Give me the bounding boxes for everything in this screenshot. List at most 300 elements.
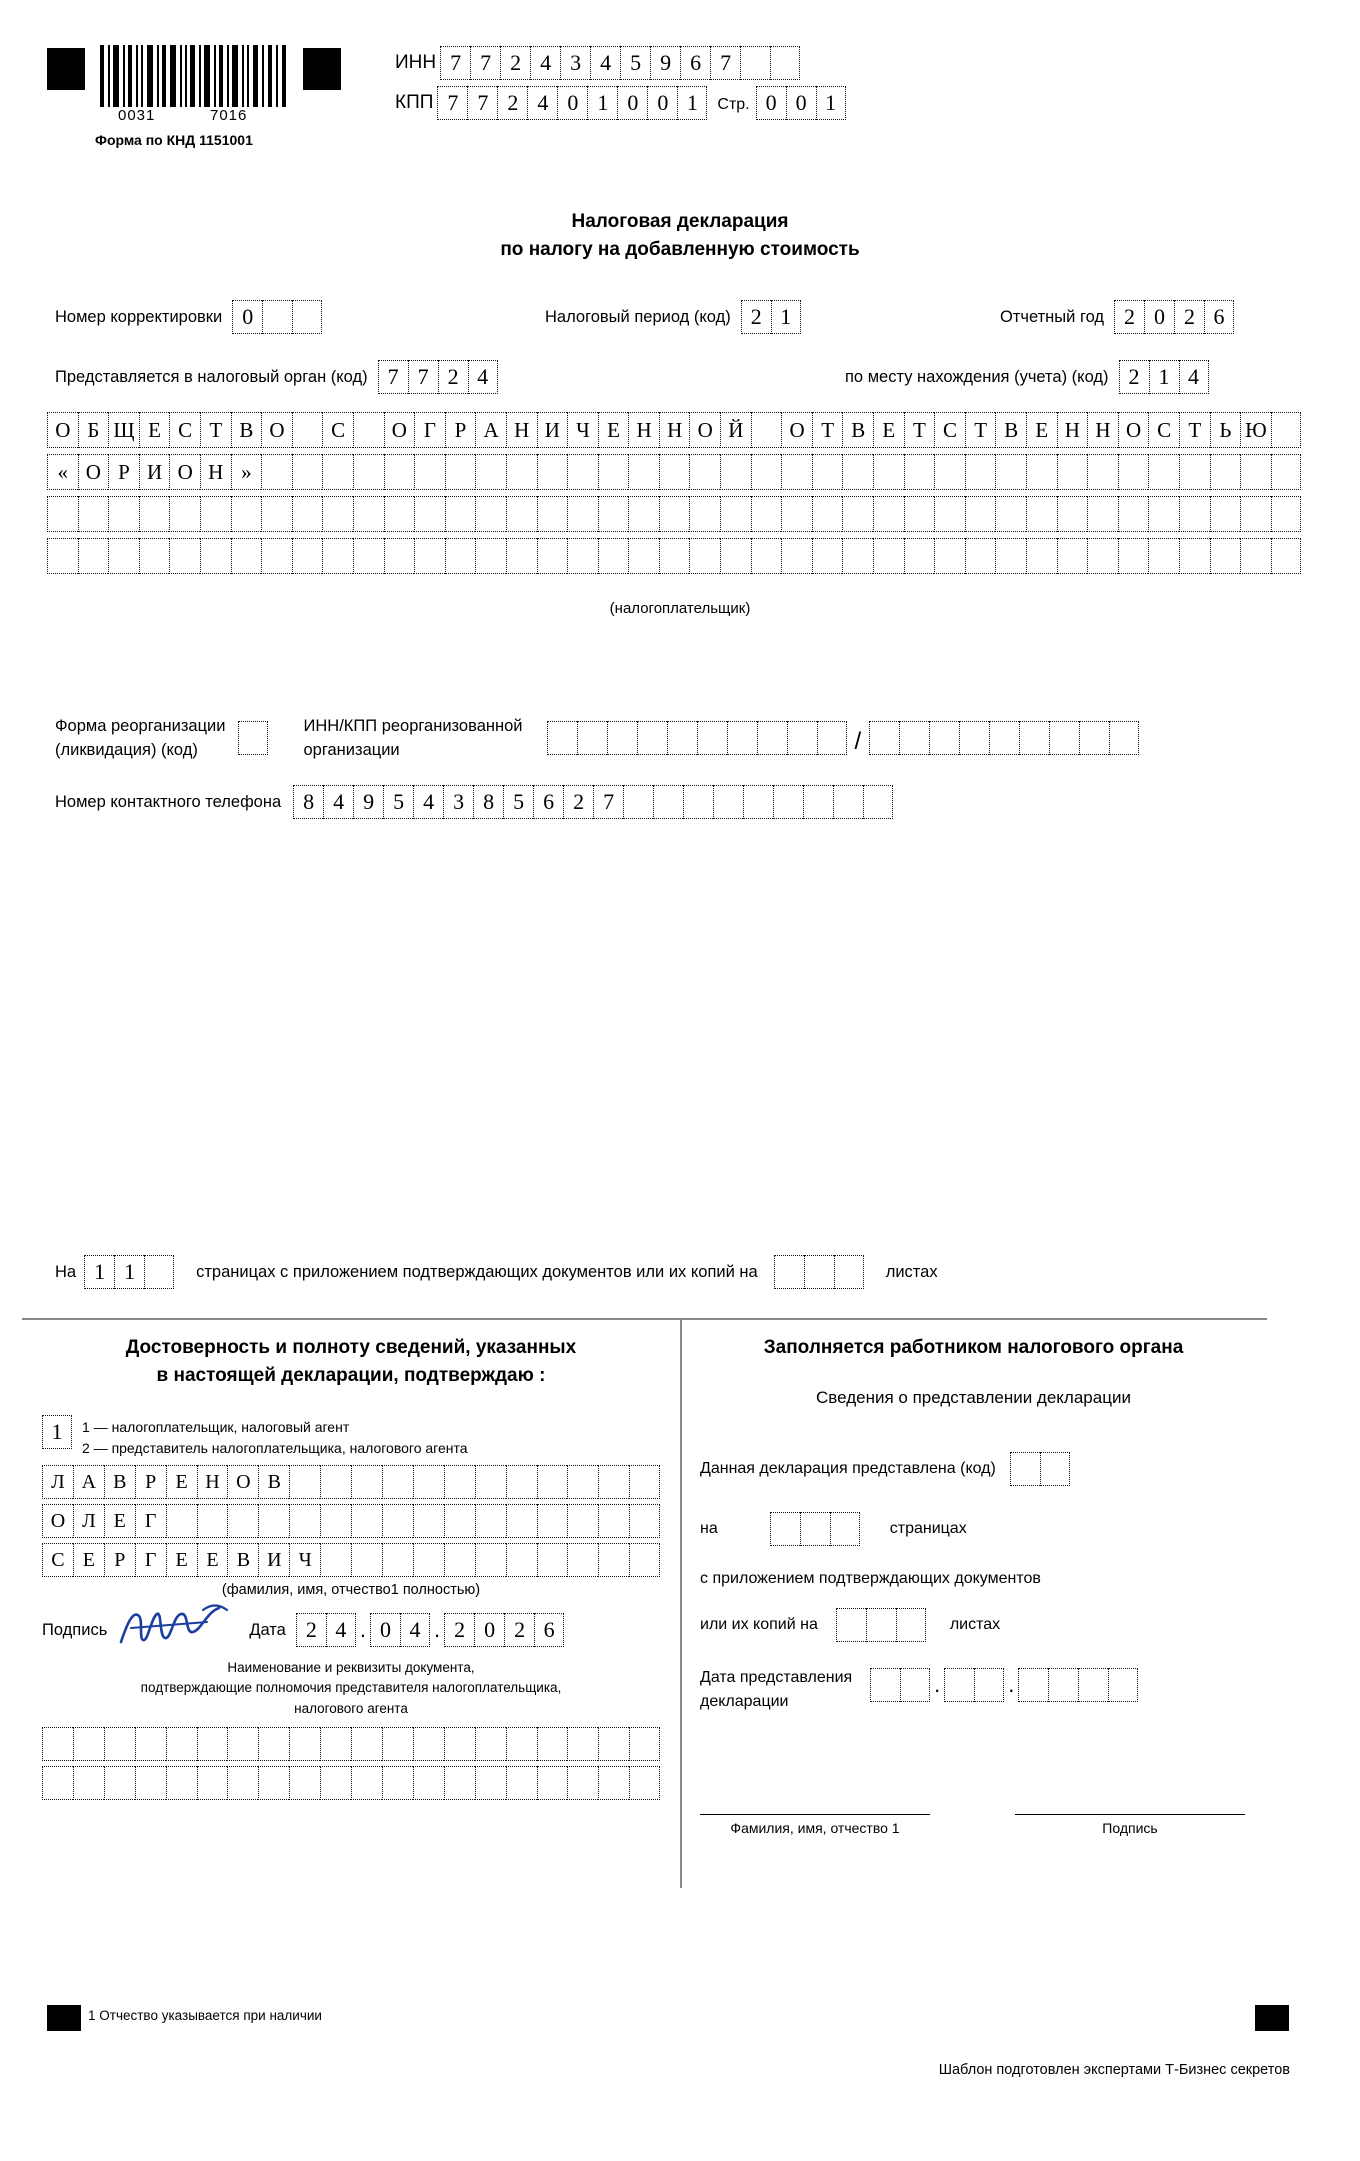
patronymic-cell xyxy=(506,1543,537,1577)
taxpayer-name-cell: О xyxy=(78,454,109,490)
document-cell xyxy=(289,1727,320,1761)
page-cell: 0 xyxy=(786,86,816,120)
page-title xyxy=(0,208,1360,263)
barcode-number-right: 7016 xyxy=(210,107,248,124)
firstname-cell xyxy=(320,1504,351,1538)
document-cell xyxy=(166,1766,197,1800)
official-pages-row xyxy=(700,1512,1247,1546)
taxpayer-name-cell: Т xyxy=(200,412,231,448)
date-year-cell: 2 xyxy=(504,1613,534,1647)
taxpayer-name-cell xyxy=(781,454,812,490)
taxpayer-name-cell xyxy=(659,496,690,532)
document-cell xyxy=(444,1766,475,1800)
official-date-month-input[interactable] xyxy=(944,1668,1004,1702)
taxpayer-name-cell: Т xyxy=(904,412,935,448)
patronymic-cell: Ч xyxy=(289,1543,320,1577)
confirmation-title-line1: Достоверность и полноту сведений, указанных xyxy=(125,1337,577,1358)
taxpayer-name-cell xyxy=(322,454,353,490)
document-cell xyxy=(42,1766,73,1800)
official-date-label-line1: Дата представления xyxy=(700,1668,853,1686)
document-cell xyxy=(598,1766,629,1800)
phone-cell: 2 xyxy=(563,785,593,819)
patronymic-cell xyxy=(598,1543,629,1577)
authority-cell: 4 xyxy=(468,360,498,394)
phone-cell xyxy=(743,785,773,819)
taxpayer-name-cell xyxy=(995,496,1026,532)
phone-cell xyxy=(623,785,653,819)
taxpayer-name-cell: О xyxy=(781,412,812,448)
corner-mark-right-icon xyxy=(303,48,341,90)
patronymic-cell xyxy=(413,1543,444,1577)
document-cell xyxy=(42,1727,73,1761)
surname-cell xyxy=(320,1465,351,1499)
fio-grid[interactable] xyxy=(42,1465,660,1577)
inn-cell: 7 xyxy=(710,46,740,80)
firstname-cell: Л xyxy=(73,1504,104,1538)
firstname-cell xyxy=(475,1504,506,1538)
taxpayer-name-cell xyxy=(231,538,262,574)
page-number-label: Стр. xyxy=(717,96,750,113)
pages-count-input[interactable] xyxy=(84,1255,174,1289)
document-cell xyxy=(227,1766,258,1800)
firstname-cell: Г xyxy=(135,1504,166,1538)
taxpayer-name-cell: Н xyxy=(200,454,231,490)
taxpayer-name-cell xyxy=(445,496,476,532)
phone-cell: 8 xyxy=(473,785,503,819)
inn-cell xyxy=(740,46,770,80)
date-dot-icon: . xyxy=(359,1617,366,1643)
bottom-panels xyxy=(22,1318,1267,1888)
role-selector xyxy=(42,1415,660,1459)
taxpayer-name-cell xyxy=(904,454,935,490)
correction-number-label: Номер корректировки xyxy=(55,307,223,326)
location-cell: 2 xyxy=(1119,360,1149,394)
knd-form-label: Форма по КНД 1151001 xyxy=(95,132,253,148)
inn-cell: 2 xyxy=(500,46,530,80)
signature-date-input[interactable] xyxy=(296,1613,356,1647)
taxpayer-name-cell xyxy=(353,454,384,490)
taxpayer-name-cell xyxy=(78,496,109,532)
tax-period-field xyxy=(545,300,801,334)
date-label: Дата xyxy=(249,1620,286,1639)
reorg-kpp-input[interactable] xyxy=(869,721,1139,755)
date-dot-icon: . xyxy=(433,1617,441,1643)
surname-cell: Е xyxy=(166,1465,197,1499)
taxpayer-name-cell xyxy=(445,454,476,490)
inn-cell: 3 xyxy=(560,46,590,80)
reorg-code-cell xyxy=(238,721,268,755)
firstname-cell xyxy=(166,1504,197,1538)
surname-cell xyxy=(382,1465,413,1499)
taxpayer-name-cell: Т xyxy=(1179,412,1210,448)
slash-separator-icon: / xyxy=(854,727,862,755)
official-date-year-input[interactable] xyxy=(1018,1668,1138,1702)
reorg-form-label xyxy=(55,715,226,763)
patronymic-cell: Р xyxy=(104,1543,135,1577)
role-code-input[interactable] xyxy=(42,1415,72,1449)
taxpayer-name-cell xyxy=(506,454,537,490)
taxpayer-name-cell xyxy=(567,496,598,532)
inn-cell: 4 xyxy=(590,46,620,80)
title-line-1: Налоговая декларация xyxy=(571,211,789,232)
contact-phone-input[interactable] xyxy=(293,785,893,819)
firstname-cell xyxy=(506,1504,537,1538)
page-cell: 1 xyxy=(816,86,846,120)
document-cell xyxy=(506,1766,537,1800)
taxpayer-name-cell xyxy=(1087,538,1118,574)
taxpayer-name-cell: В xyxy=(231,412,262,448)
patronymic-row xyxy=(42,1543,660,1577)
document-cell xyxy=(258,1727,289,1761)
inn-cell: 5 xyxy=(620,46,650,80)
patronymic-cell: В xyxy=(227,1543,258,1577)
document-cell xyxy=(135,1766,166,1800)
corner-mark-bottom-right-icon xyxy=(1255,2005,1289,2031)
taxpayer-name-cell xyxy=(292,496,323,532)
official-on-label: на xyxy=(700,1519,718,1537)
taxpayer-name-cell xyxy=(537,538,568,574)
kpp-cell: 7 xyxy=(467,86,497,120)
fio-caption: (фамилия, имя, отчество1 полностью) xyxy=(221,1582,481,1599)
patronymic-cell xyxy=(351,1543,382,1577)
taxpayer-name-cell: Р xyxy=(445,412,476,448)
signature-label: Подпись xyxy=(42,1620,108,1639)
taxpayer-name-cell: Т xyxy=(812,412,843,448)
taxpayer-name-cell xyxy=(200,496,231,532)
official-date-label xyxy=(700,1666,852,1714)
taxpayer-name-cell xyxy=(934,454,965,490)
taxpayer-name-cell: С xyxy=(934,412,965,448)
document-cell xyxy=(135,1727,166,1761)
taxpayer-name-cell xyxy=(904,538,935,574)
reorg-form-label-line1: Форма реорганизации xyxy=(55,717,226,735)
firstname-row xyxy=(42,1504,660,1538)
taxpayer-name-cell xyxy=(995,454,1026,490)
surname-cell xyxy=(413,1465,444,1499)
taxpayer-name-cell xyxy=(292,538,323,574)
reorg-form-label-line2: (ликвидация) (код) xyxy=(55,740,198,759)
reorg-code-input[interactable] xyxy=(238,721,268,755)
reporting-year-field xyxy=(1000,300,1234,334)
taxpayer-name-cell: Н xyxy=(1087,412,1118,448)
taxpayer-name-cell xyxy=(353,496,384,532)
firstname-cell xyxy=(351,1504,382,1538)
patronymic-cell: С xyxy=(42,1543,73,1577)
taxpayer-name-cell xyxy=(169,496,200,532)
phone-cell: 5 xyxy=(383,785,413,819)
correction-number-field xyxy=(55,300,322,334)
document-cell xyxy=(351,1727,382,1761)
taxpayer-name-cell xyxy=(1240,538,1271,574)
title-line-2: по налогу на добавленную стоимость xyxy=(500,238,860,260)
official-fio-caption: Фамилия, имя, отчество 1 xyxy=(700,1814,930,1836)
date-month-cell: 0 xyxy=(370,1613,400,1647)
year-cell: 2 xyxy=(1174,300,1204,334)
document-cell xyxy=(382,1766,413,1800)
official-copies-input[interactable] xyxy=(836,1608,926,1642)
date-year-cell: 2 xyxy=(444,1613,474,1647)
taxpayer-name-cell xyxy=(1179,496,1210,532)
patronymic-cell xyxy=(567,1543,598,1577)
taxpayer-name-cell xyxy=(200,538,231,574)
taxpayer-name-cell xyxy=(659,454,690,490)
year-cell: 6 xyxy=(1204,300,1234,334)
surname-cell xyxy=(567,1465,598,1499)
document-cell xyxy=(104,1727,135,1761)
signature-field[interactable] xyxy=(115,1612,235,1648)
handwritten-signature-icon xyxy=(115,1598,235,1652)
taxpayer-name-cell xyxy=(169,538,200,574)
correction-cell xyxy=(292,300,322,334)
taxpayer-name-cell xyxy=(812,454,843,490)
location-code-field xyxy=(845,360,1209,394)
reorg-innkpp-label-line2: организации xyxy=(303,740,400,759)
taxpayer-name-cell xyxy=(689,454,720,490)
signature-year-input[interactable] xyxy=(444,1613,564,1647)
pages-cell: 1 xyxy=(84,1255,114,1289)
year-cell: 0 xyxy=(1144,300,1174,334)
kpp-cell: 4 xyxy=(527,86,557,120)
taxpayer-name-cell xyxy=(261,538,292,574)
taxpayer-name-cell xyxy=(842,538,873,574)
document-details-grid[interactable] xyxy=(42,1727,660,1800)
firstname-cell xyxy=(197,1504,228,1538)
taxpayer-name-grid[interactable] xyxy=(47,412,1301,580)
patronymic-cell: Е xyxy=(73,1543,104,1577)
taxpayer-name-cell xyxy=(353,538,384,574)
confirmation-panel xyxy=(22,1320,682,1888)
taxpayer-name-cell: Г xyxy=(414,412,445,448)
surname-cell xyxy=(289,1465,320,1499)
submitted-code-label: Данная декларация представлена (код) xyxy=(700,1459,996,1477)
official-sign-caption: Подпись xyxy=(1015,1814,1245,1836)
surname-cell xyxy=(537,1465,568,1499)
official-panel-title: Заполняется работником налогового органа xyxy=(763,1337,1184,1358)
phone-cell: 7 xyxy=(593,785,623,819)
surname-cell: Н xyxy=(197,1465,228,1499)
taxpayer-name-cell: Н xyxy=(1057,412,1088,448)
document-cell xyxy=(104,1766,135,1800)
taxpayer-name-cell xyxy=(567,454,598,490)
location-cell: 1 xyxy=(1149,360,1179,394)
taxpayer-name-cell xyxy=(965,454,996,490)
signature-month-input[interactable] xyxy=(370,1613,430,1647)
inn-row xyxy=(395,46,800,80)
taxpayer-name-cell: » xyxy=(231,454,262,490)
sheets-count-input[interactable] xyxy=(774,1255,864,1289)
official-pages-input[interactable] xyxy=(770,1512,860,1546)
taxpayer-name-cell xyxy=(475,454,506,490)
surname-cell: В xyxy=(258,1465,289,1499)
document-cell xyxy=(382,1727,413,1761)
location-cell: 4 xyxy=(1179,360,1209,394)
taxpayer-name-cell xyxy=(1179,454,1210,490)
patronymic-cell xyxy=(475,1543,506,1577)
taxpayer-name-cell xyxy=(78,538,109,574)
kpp-cell: 2 xyxy=(497,86,527,120)
patronymic-cell: Е xyxy=(197,1543,228,1577)
period-cell: 2 xyxy=(741,300,771,334)
taxpayer-name-cell xyxy=(261,454,292,490)
document-cell xyxy=(197,1766,228,1800)
page-header xyxy=(0,0,1360,200)
date-dot-icon: . xyxy=(934,1671,941,1697)
year-cell: 2 xyxy=(1114,300,1144,334)
phone-cell xyxy=(803,785,833,819)
taxpayer-name-cell xyxy=(751,412,782,448)
taxpayer-name-cell: Н xyxy=(628,412,659,448)
firstname-cell xyxy=(227,1504,258,1538)
document-cell xyxy=(413,1766,444,1800)
surname-cell: В xyxy=(104,1465,135,1499)
taxpayer-name-cell xyxy=(689,538,720,574)
kpp-input[interactable] xyxy=(437,86,707,120)
firstname-cell xyxy=(289,1504,320,1538)
taxpayer-name-cell xyxy=(1057,496,1088,532)
document-cell xyxy=(567,1727,598,1761)
patronymic-cell xyxy=(320,1543,351,1577)
inn-cell: 6 xyxy=(680,46,710,80)
taxpayer-name-cell xyxy=(720,454,751,490)
taxpayer-name-cell xyxy=(353,412,384,448)
surname-cell: О xyxy=(227,1465,258,1499)
taxpayer-name-row xyxy=(47,496,1301,532)
document-cell xyxy=(258,1766,289,1800)
document-cell xyxy=(166,1727,197,1761)
document-cell xyxy=(629,1766,660,1800)
official-use-panel xyxy=(682,1320,1265,1888)
date-day-cell: 4 xyxy=(326,1613,356,1647)
taxpayer-name-cell xyxy=(965,496,996,532)
reporting-year-label: Отчетный год xyxy=(1000,307,1105,326)
role-legend xyxy=(82,1417,468,1459)
location-code-input[interactable] xyxy=(1119,360,1209,394)
taxpayer-name-cell xyxy=(108,496,139,532)
tax-authority-field xyxy=(55,360,498,394)
correction-number-input[interactable] xyxy=(232,300,322,334)
date-day-cell: 2 xyxy=(296,1613,326,1647)
surname-cell: Р xyxy=(135,1465,166,1499)
tax-period-input[interactable] xyxy=(741,300,801,334)
taxpayer-name-cell xyxy=(1118,496,1149,532)
taxpayer-name-cell xyxy=(1210,538,1241,574)
kpp-cell: 0 xyxy=(617,86,647,120)
taxpayer-name-cell xyxy=(751,496,782,532)
document-caption-line1: Наименование и реквизиты документа, xyxy=(227,1660,475,1676)
corner-mark-left-icon xyxy=(47,48,85,90)
patronymic-cell: Е xyxy=(166,1543,197,1577)
submitted-code-input[interactable] xyxy=(1010,1452,1070,1486)
contact-phone-field xyxy=(55,785,893,819)
pages-middle-label: страницах с приложением подтверждающих документов или их копий на xyxy=(196,1262,758,1281)
page-cell: 0 xyxy=(756,86,786,120)
reorg-inn-input[interactable] xyxy=(547,721,847,755)
taxpayer-name-cell xyxy=(598,454,629,490)
taxpayer-name-cell xyxy=(598,496,629,532)
taxpayer-name-cell: А xyxy=(475,412,506,448)
confirmation-title xyxy=(42,1334,660,1389)
pages-cell: 1 xyxy=(114,1255,144,1289)
taxpayer-name-cell: О xyxy=(689,412,720,448)
taxpayer-name-cell xyxy=(322,538,353,574)
surname-cell xyxy=(444,1465,475,1499)
document-cell xyxy=(598,1727,629,1761)
taxpayer-name-cell xyxy=(1026,496,1057,532)
taxpayer-name-cell: Е xyxy=(598,412,629,448)
taxpayer-name-cell: О xyxy=(384,412,415,448)
taxpayer-name-cell xyxy=(414,496,445,532)
taxpayer-name-cell: И xyxy=(139,454,170,490)
tax-authority-input[interactable] xyxy=(378,360,498,394)
taxpayer-name-cell xyxy=(812,538,843,574)
phone-cell xyxy=(863,785,893,819)
surname-cell xyxy=(351,1465,382,1499)
kpp-label: КПП xyxy=(395,92,434,113)
page-number-input[interactable] xyxy=(756,86,846,120)
taxpayer-name-cell xyxy=(1210,454,1241,490)
official-date-day-input[interactable] xyxy=(870,1668,930,1702)
taxpayer-name-cell xyxy=(1240,454,1271,490)
kpp-cell: 7 xyxy=(437,86,467,120)
taxpayer-name-cell xyxy=(1057,454,1088,490)
date-dot-icon: . xyxy=(1008,1671,1015,1697)
document-cell xyxy=(413,1727,444,1761)
barcode-number-left: 0031 xyxy=(118,107,156,124)
patronymic-cell xyxy=(537,1543,568,1577)
document-cell xyxy=(475,1727,506,1761)
taxpayer-name-cell: О xyxy=(169,454,200,490)
phone-cell: 4 xyxy=(413,785,443,819)
phone-cell xyxy=(833,785,863,819)
firstname-cell xyxy=(567,1504,598,1538)
phone-cell: 8 xyxy=(293,785,323,819)
taxpayer-name-cell xyxy=(873,496,904,532)
reporting-year-input[interactable] xyxy=(1114,300,1234,334)
kpp-cell: 1 xyxy=(677,86,707,120)
surname-cell xyxy=(629,1465,660,1499)
taxpayer-name-cell xyxy=(1271,454,1302,490)
official-date-row xyxy=(700,1666,1247,1714)
surname-cell xyxy=(475,1465,506,1499)
taxpayer-name-cell: Н xyxy=(506,412,537,448)
taxpayer-name-cell xyxy=(47,538,78,574)
document-cell xyxy=(537,1766,568,1800)
taxpayer-name-cell xyxy=(1148,454,1179,490)
document-caption-line3: налогового агента xyxy=(294,1700,408,1716)
official-sheets-label: листах xyxy=(949,1615,1001,1633)
taxpayer-name-cell: С xyxy=(322,412,353,448)
taxpayer-name-cell xyxy=(506,496,537,532)
taxpayer-name-cell xyxy=(414,454,445,490)
taxpayer-name-cell xyxy=(934,496,965,532)
inn-input[interactable] xyxy=(440,46,800,80)
firstname-cell xyxy=(413,1504,444,1538)
phone-cell xyxy=(713,785,743,819)
contact-phone-label: Номер контактного телефона xyxy=(55,792,282,811)
taxpayer-name-cell xyxy=(139,496,170,532)
taxpayer-name-cell xyxy=(475,538,506,574)
taxpayer-name-cell xyxy=(1087,496,1118,532)
phone-cell: 9 xyxy=(353,785,383,819)
firstname-cell xyxy=(598,1504,629,1538)
inn-cell xyxy=(770,46,800,80)
taxpayer-name-cell xyxy=(781,496,812,532)
taxpayer-name-cell: О xyxy=(47,412,78,448)
taxpayer-name-cell: О xyxy=(261,412,292,448)
kpp-cell: 0 xyxy=(557,86,587,120)
tax-authority-label: Представляется в налоговый орган (код) xyxy=(55,367,368,386)
date-year-cell: 6 xyxy=(534,1613,564,1647)
